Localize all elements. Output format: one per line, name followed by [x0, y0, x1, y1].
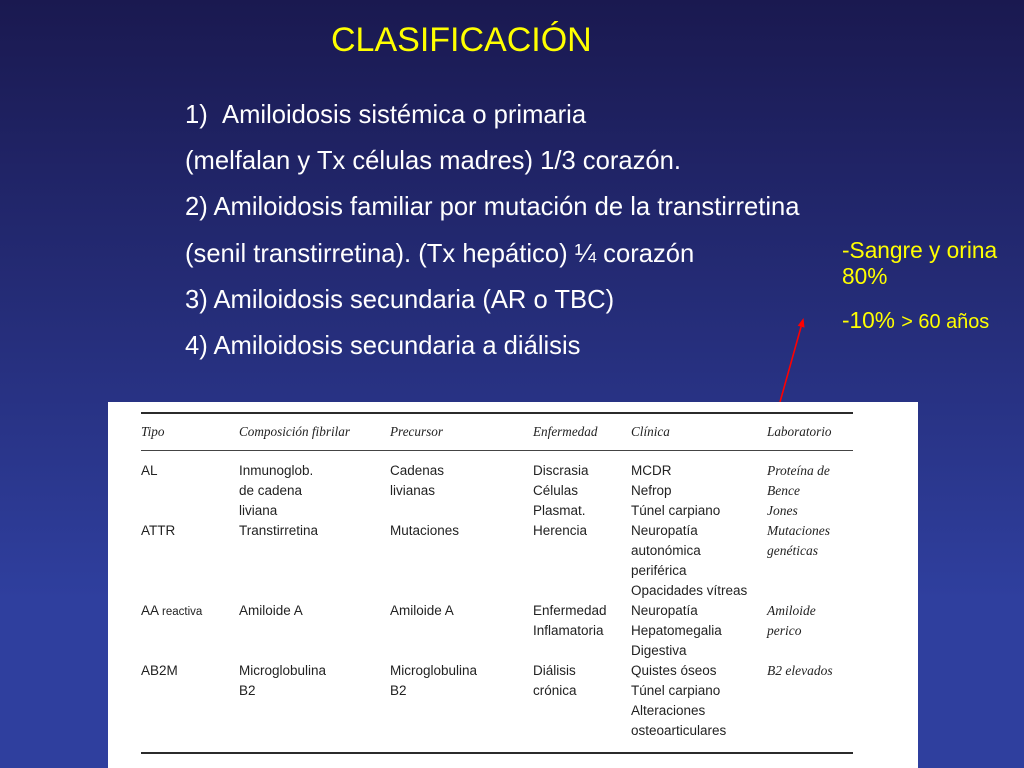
cell-line: Amiloide — [767, 603, 816, 618]
table-row — [141, 661, 853, 741]
cell-line: de cadena — [239, 483, 303, 498]
cell-tipo — [141, 461, 239, 481]
cell-laboratorio — [767, 601, 853, 641]
cell-line: Transtirretina — [239, 523, 319, 538]
list-item-text: 2) Amiloidosis familiar por mutación de la transtirretina — [185, 193, 800, 222]
cell-line: livianas — [390, 483, 436, 498]
cell-tipo — [141, 521, 239, 541]
cell-precursor — [390, 661, 533, 701]
header-laboratorio: Laboratorio — [767, 424, 832, 439]
classification-table-image — [108, 402, 918, 768]
cell-line: Microglobulina — [390, 663, 478, 678]
cell-line: Túnel carpiano — [631, 503, 721, 518]
cell-line: Discrasia — [533, 463, 589, 478]
cell-line: Plasmat. — [533, 503, 586, 518]
cell-line — [141, 601, 239, 621]
cell-line: Digestiva — [631, 643, 687, 658]
side-note-line: -Sangre y orina — [842, 237, 998, 263]
cell-clinica — [631, 521, 767, 601]
cell-line: B2 — [239, 683, 256, 698]
cell-precursor — [390, 521, 533, 541]
cell-line: Cadenas — [390, 463, 445, 478]
header-composicion: Composición fibrilar — [239, 424, 351, 439]
list-item — [185, 231, 800, 277]
cell-line: B2 — [390, 683, 407, 698]
cell-line: Proteína de — [767, 463, 830, 478]
cell-line: perico — [767, 623, 802, 638]
cell-line: osteoarticulares — [631, 723, 727, 738]
header-enfermedad: Enfermedad — [533, 424, 598, 439]
cell-line: autonómica — [631, 543, 701, 558]
cell-precursor — [390, 601, 533, 621]
table-bottom-rule — [141, 752, 853, 754]
cell-composicion — [239, 461, 390, 521]
side-note-age — [842, 307, 989, 333]
cell-line: crónica — [533, 683, 577, 698]
cell-line: Diálisis — [533, 663, 576, 678]
cell-line: Hepatomegalia — [631, 623, 722, 638]
cell-tipo — [141, 601, 239, 621]
cell-laboratorio — [767, 661, 853, 681]
cell-line: Herencia — [533, 523, 588, 538]
tipo-suffix: reactiva — [162, 606, 203, 618]
table-row — [141, 521, 853, 601]
list-item — [185, 92, 800, 138]
side-note-line: 80% — [842, 263, 888, 289]
cell-line: Jones — [767, 503, 798, 518]
cell-line: periférica — [631, 563, 687, 578]
cell-enfermedad — [533, 521, 631, 541]
cell-clinica — [631, 601, 767, 661]
cell-line: Neuropatía — [631, 603, 698, 618]
side-note-percent: -10% — [842, 307, 895, 333]
table-row — [141, 461, 853, 521]
cell-line: Enfermedad — [533, 603, 607, 618]
tipo-label: AA — [141, 603, 159, 618]
cell-clinica — [631, 461, 767, 521]
list-item-text: (melfalan y Tx células madres) 1/3 corazón. — [185, 147, 681, 176]
cell-line: Amiloide A — [239, 603, 303, 618]
cell-line: Nefrop — [631, 483, 672, 498]
classification-list — [185, 92, 800, 369]
cell-line: Células — [533, 483, 579, 498]
cell-composicion — [239, 601, 390, 621]
list-item-text: 4) Amiloidosis secundaria a diálisis — [185, 331, 581, 360]
cell-line: Alteraciones — [631, 703, 706, 718]
cell-enfermedad — [533, 461, 631, 521]
header-precursor: Precursor — [390, 424, 443, 439]
cell-line: Inmunoglob. — [239, 463, 314, 478]
cell-line: Inflamatoria — [533, 623, 604, 638]
list-item — [185, 277, 800, 323]
cell-composicion — [239, 661, 390, 701]
cell-line: liviana — [239, 503, 278, 518]
cell-clinica — [631, 661, 767, 741]
slide-title: CLASIFICACIÓN — [331, 21, 592, 59]
list-item — [185, 184, 800, 230]
cell-line: Bence — [767, 483, 800, 498]
cell-enfermedad — [533, 601, 631, 641]
cell-line: genéticas — [767, 543, 818, 558]
cell-line: Amiloide A — [390, 603, 454, 618]
list-item-text: 3) Amiloidosis secundaria (AR o TBC) — [185, 285, 615, 314]
cell-line: Mutaciones — [767, 523, 830, 538]
list-item-text: (senil transtirretina). (Tx hepático) ¼ corazón — [185, 239, 695, 268]
cell-laboratorio — [767, 521, 853, 561]
header-clinica: Clínica — [631, 424, 670, 439]
list-item — [185, 138, 800, 184]
cell-precursor — [390, 461, 533, 501]
cell-line: Microglobulina — [239, 663, 327, 678]
cell-line: MCDR — [631, 463, 672, 478]
cell-composicion — [239, 521, 390, 541]
cell-enfermedad — [533, 661, 631, 701]
cell-line: AL — [141, 463, 158, 478]
cell-line: Túnel carpiano — [631, 683, 721, 698]
side-note-age-detail: > 60 años — [901, 311, 990, 333]
list-item-text: Amiloidosis sistémica o primaria — [222, 101, 587, 129]
table-row — [141, 601, 853, 661]
table-header-row — [141, 414, 853, 450]
side-note-blood-urine — [842, 237, 997, 289]
cell-line: Neuropatía — [631, 523, 698, 538]
cell-line: B2 elevados — [767, 663, 833, 678]
list-marker: 1) — [185, 101, 208, 129]
classification-table — [141, 412, 853, 754]
cell-line: ATTR — [141, 523, 176, 538]
cell-laboratorio — [767, 461, 853, 521]
cell-line: Quistes óseos — [631, 663, 717, 678]
cell-line: Mutaciones — [390, 523, 460, 538]
cell-tipo — [141, 661, 239, 681]
cell-line: Opacidades vítreas — [631, 583, 748, 598]
cell-line: AB2M — [141, 663, 178, 678]
list-item — [185, 323, 800, 369]
table-body — [141, 451, 853, 741]
header-tipo: Tipo — [141, 424, 165, 439]
